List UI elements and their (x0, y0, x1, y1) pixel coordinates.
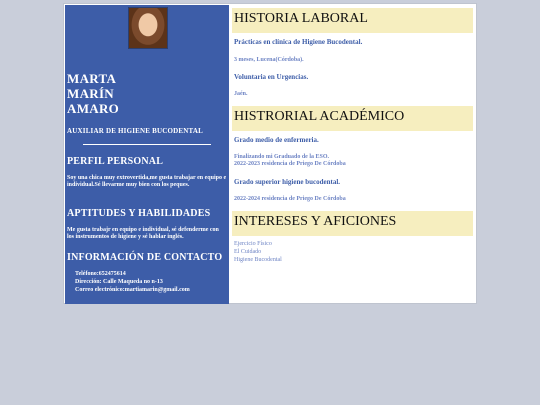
contact-address: Dirección: Calle Maqueda no n-13 (75, 279, 163, 285)
avatar (128, 7, 168, 49)
contact-email: Correo electrónico:martiamarin@gmail.com (75, 287, 190, 293)
education-heading: HISTRORIAL ACADÉMICO (232, 106, 473, 131)
contact-heading: INFORMACIÓN DE CONTACTO (67, 252, 223, 263)
education-item-title: Grado superior higiene bucodental. (234, 178, 341, 186)
full-name (67, 71, 119, 116)
education-item-detail: 2022-2024 residencia de Priego De Córdoba (234, 196, 346, 202)
job-title: AUXILIAR DE HIGIENE BUCODENTAL (67, 127, 203, 135)
divider (83, 144, 211, 145)
main-content (232, 5, 474, 304)
education-item-title: Grado medio de enfermeria. (234, 136, 319, 144)
contact-list (75, 270, 190, 294)
resume-page (63, 3, 477, 304)
work-item-title: Prácticas en clínica de Higiene Bucodental. (234, 38, 363, 46)
name-line-middle: MARÍN (67, 86, 114, 101)
contact-phone: Teléfono:652475614 (75, 271, 126, 277)
name-line-first: MARTA (67, 71, 117, 86)
interest-item: El Cuidado (234, 249, 262, 255)
education-item-detail: Finalizando mi Graduado de la ESO. (234, 154, 330, 160)
work-item-detail: Jaén. (234, 91, 248, 97)
interests-heading: INTERESES Y AFICIONES (232, 211, 473, 236)
interest-item: Higiene Bucodental (234, 257, 282, 263)
skills-text: Me gusta trabajr en equipo e individual, sé defenderme con los instrumentos de higiene y sé hablar inglés. (67, 227, 219, 240)
sidebar (65, 5, 229, 304)
work-item-title: Voluntaria en Urgencias. (234, 73, 309, 81)
name-line-last: AMARO (67, 101, 120, 116)
profile-heading: PERFIL PERSONAL (67, 156, 164, 167)
interest-item: Ejercicio Físico (234, 241, 272, 247)
work-item-detail: 3 meses, Lucena(Córdoba). (234, 57, 304, 63)
work-heading: HISTORIA LABORAL (232, 8, 473, 33)
profile-text: Soy una chica muy extrovertida,me gusta trabajar en equipo e individual.Sé llevarme muy bien con los peques. (67, 175, 227, 188)
skills-heading: APTITUDES Y HABILIDADES (67, 208, 211, 219)
education-item-detail: 2022-2023 residencia de Priego De Córdoba (234, 161, 346, 167)
